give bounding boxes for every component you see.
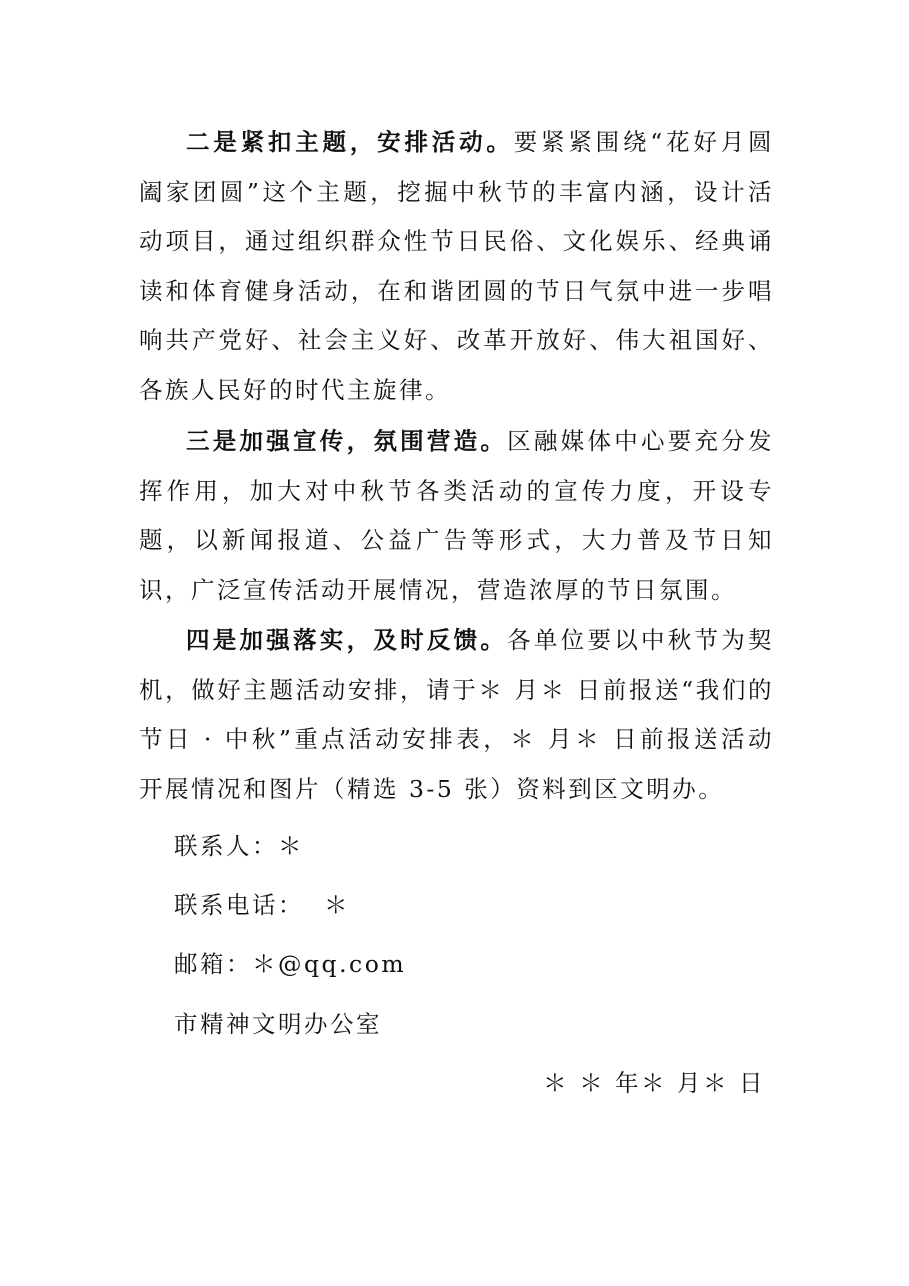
issuing-organization: 市精神文明办公室 — [174, 1010, 382, 1038]
paragraph-body: 要紧紧围绕“花好月圆 阖家团圆”这个主题，挖掘中秋节的丰富内涵，设计活动项目，通过组织群众性节日民俗、文化娱乐、经典诵读和体育健身活动，在和谐团圆的节日气氛中进一步唱响共产党好、社会主义好、改革开放好、伟大祖国好、各族人民好的时代主旋律。 — [139, 128, 775, 404]
paragraph-lead: 二是紧扣主题，安排活动。 — [186, 128, 514, 156]
contact-email: 邮箱：＊@qq.com — [174, 950, 407, 978]
paragraph-lead: 三是加强宣传，氛围营造。 — [186, 427, 508, 455]
paragraph-implementation — [139, 616, 774, 814]
contact-person: 联系人：＊ — [174, 832, 304, 860]
paragraph-body: 各单位要以中秋节为契机，做好主题活动安排，请于＊ 月＊ 日前报送“我们的节日 · 中秋”重点活动安排表，＊ 月＊ 日前报送活动开展情况和图片（精选 3-5 张）资料到区文明办。 — [139, 626, 775, 803]
paragraph-body: 区融媒体中心要充分发挥作用，加大对中秋节各类活动的宣传力度，开设专题，以新闻报道、公益广告等形式，大力普及节日知识，广泛宣传活动开展情况，营造浓厚的节日氛围。 — [139, 427, 775, 604]
contact-phone: 联系电话： ＊ — [174, 891, 350, 919]
paragraph-lead: 四是加强落实，及时反馈。 — [186, 626, 508, 654]
document-date: ＊ ＊ 年＊ 月＊ 日 — [543, 1069, 765, 1097]
paragraph-theme-activities — [139, 118, 774, 416]
paragraph-publicity — [139, 417, 774, 615]
